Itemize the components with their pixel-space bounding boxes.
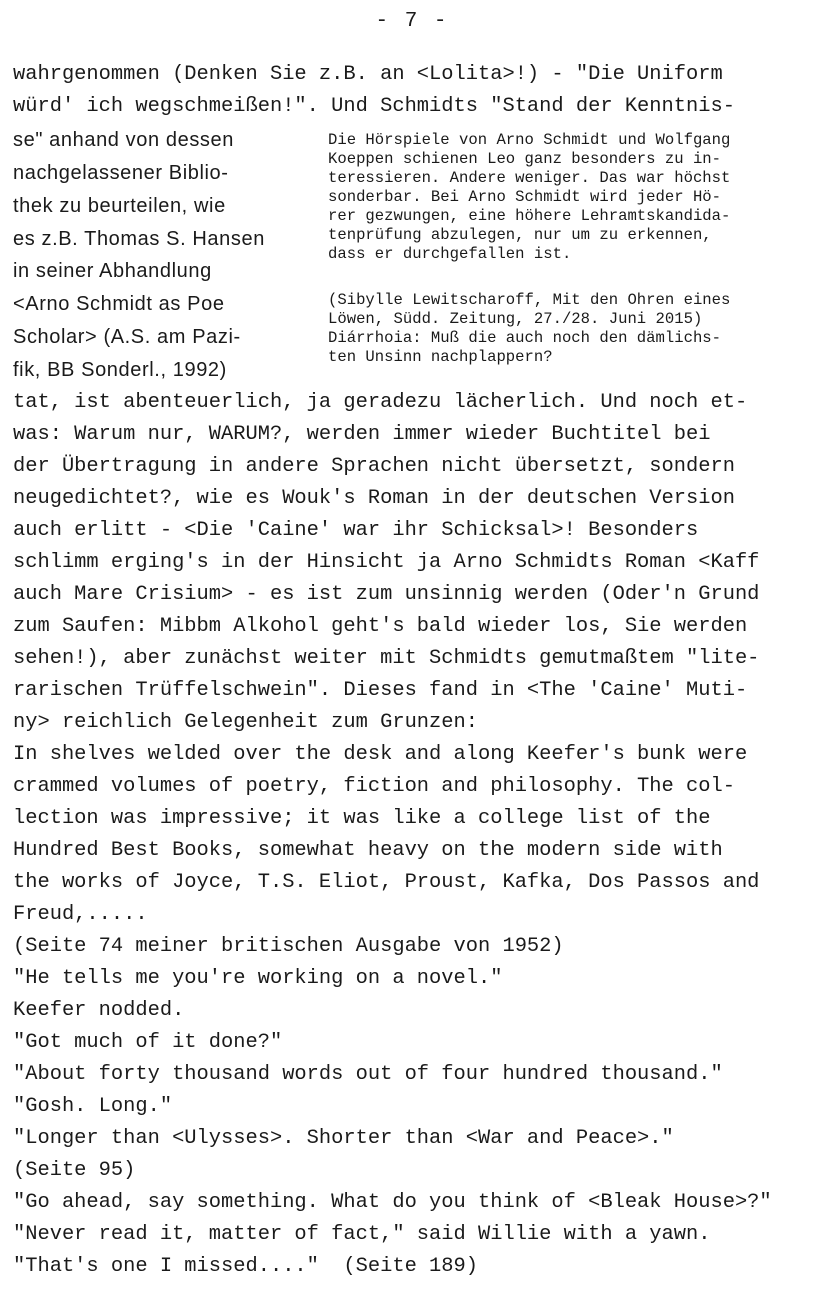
narrow-column-line: thek zu beurteilen, wie [13,195,226,217]
quote-line: Die Hörspiele von Arno Schmidt und Wolfgang [328,131,731,149]
quoted-text-line: "Go ahead, say something. What do you think of <Bleak House>?" [13,1191,772,1214]
quoted-text-line: "Got much of it done?" [13,1031,283,1054]
quoted-text-line: "That's one I missed...." (Seite 189) [13,1255,478,1278]
text-line: schlimm erging's in der Hinsicht ja Arno Schmidts Roman <Kaff [13,551,760,574]
quote-line: rer gezwungen, eine höhere Lehramtskandida- [328,207,731,225]
quote-line: teressieren. Andere weniger. Das war höchst [328,169,731,187]
text-line: ny> reichlich Gelegenheit zum Grunzen: [13,711,478,734]
text-line: sehen!), aber zunächst weiter mit Schmidts gemutmaßtem "lite- [13,647,760,670]
citation-line: (Seite 95) [13,1159,136,1182]
quote-line: sonderbar. Bei Arno Schmidt wird jeder Hö- [328,188,722,206]
quoted-text-line: "Never read it, matter of fact," said Willie with a yawn. [13,1223,711,1246]
quoted-text-line: "Longer than <Ulysses>. Shorter than <War and Peace>." [13,1127,674,1150]
quote-source-line: (Sibylle Lewitscharoff, Mit den Ohren eines [328,291,731,309]
text-line: rarischen Trüffelschwein". Dieses fand in <The 'Caine' Muti- [13,679,748,702]
narrow-column-line: es z.B. Thomas S. Hansen [13,228,265,250]
text-line: auch erlitt - <Die 'Caine' war ihr Schicksal>! Besonders [13,519,699,542]
text-line: zum Saufen: Mibbm Alkohol geht's bald wieder los, Sie werden [13,615,748,638]
quoted-text-line: lection was impressive; it was like a college list of the [13,807,711,830]
quoted-text-line: "Gosh. Long." [13,1095,173,1118]
quoted-text-line: Freud,..... [13,903,148,926]
quoted-text-line: "He tells me you're working on a novel." [13,967,503,990]
narrow-column-line: nachgelassener Biblio- [13,162,229,184]
quote-line: Koeppen schienen Leo ganz besonders zu in- [328,150,722,168]
quote-source-line: Diárrhoia: Muß die auch noch den dämlichs- [328,329,722,347]
quote-line: dass er durchgefallen ist. [328,245,572,263]
quoted-text-line: Hundred Best Books, somewhat heavy on the modern side with [13,839,723,862]
text-line: der Übertragung in andere Sprachen nicht übersetzt, sondern [13,455,735,478]
narrow-column-line: se" anhand von dessen [13,129,234,151]
quoted-text-line: In shelves welded over the desk and along Keefer's bunk were [13,743,748,766]
quoted-text-line: the works of Joyce, T.S. Eliot, Proust, Kafka, Dos Passos and [13,871,760,894]
text-line: tat, ist abenteuerlich, ja geradezu lächerlich. Und noch et- [13,391,748,414]
quoted-text-line: "About forty thousand words out of four hundred thousand." [13,1063,723,1086]
citation-line: (Seite 74 meiner britischen Ausgabe von 1952) [13,935,564,958]
narrow-column-line: fik, BB Sonderl., 1992) [13,359,227,381]
quote-line: tenprüfung abzulegen, nur um zu erkennen, [328,226,712,244]
narrow-column-line: Scholar> (A.S. am Pazi- [13,326,241,348]
text-line: auch Mare Crisium> - es ist zum unsinnig werden (Oder'n Grund [13,583,760,606]
quoted-text-line: Keefer nodded. [13,999,185,1022]
quoted-text-line: crammed volumes of poetry, fiction and philosophy. The col- [13,775,735,798]
quote-source-line: Löwen, Südd. Zeitung, 27./28. Juni 2015) [328,310,703,328]
page-number: - 7 - [375,10,449,33]
quote-source-line: ten Unsinn nachplappern? [328,348,553,366]
text-line: neugedichtet?, wie es Wouk's Roman in der deutschen Version [13,487,735,510]
text-line: wahrgenommen (Denken Sie z.B. an <Lolita>!) - "Die Uniform [13,63,723,86]
narrow-column-line: in seiner Abhandlung [13,260,212,282]
narrow-column-line: <Arno Schmidt as Poe [13,293,225,315]
text-line: was: Warum nur, WARUM?, werden immer wieder Buchtitel bei [13,423,711,446]
text-line: würd' ich wegschmeißen!". Und Schmidts "Stand der Kenntnis- [13,95,735,118]
